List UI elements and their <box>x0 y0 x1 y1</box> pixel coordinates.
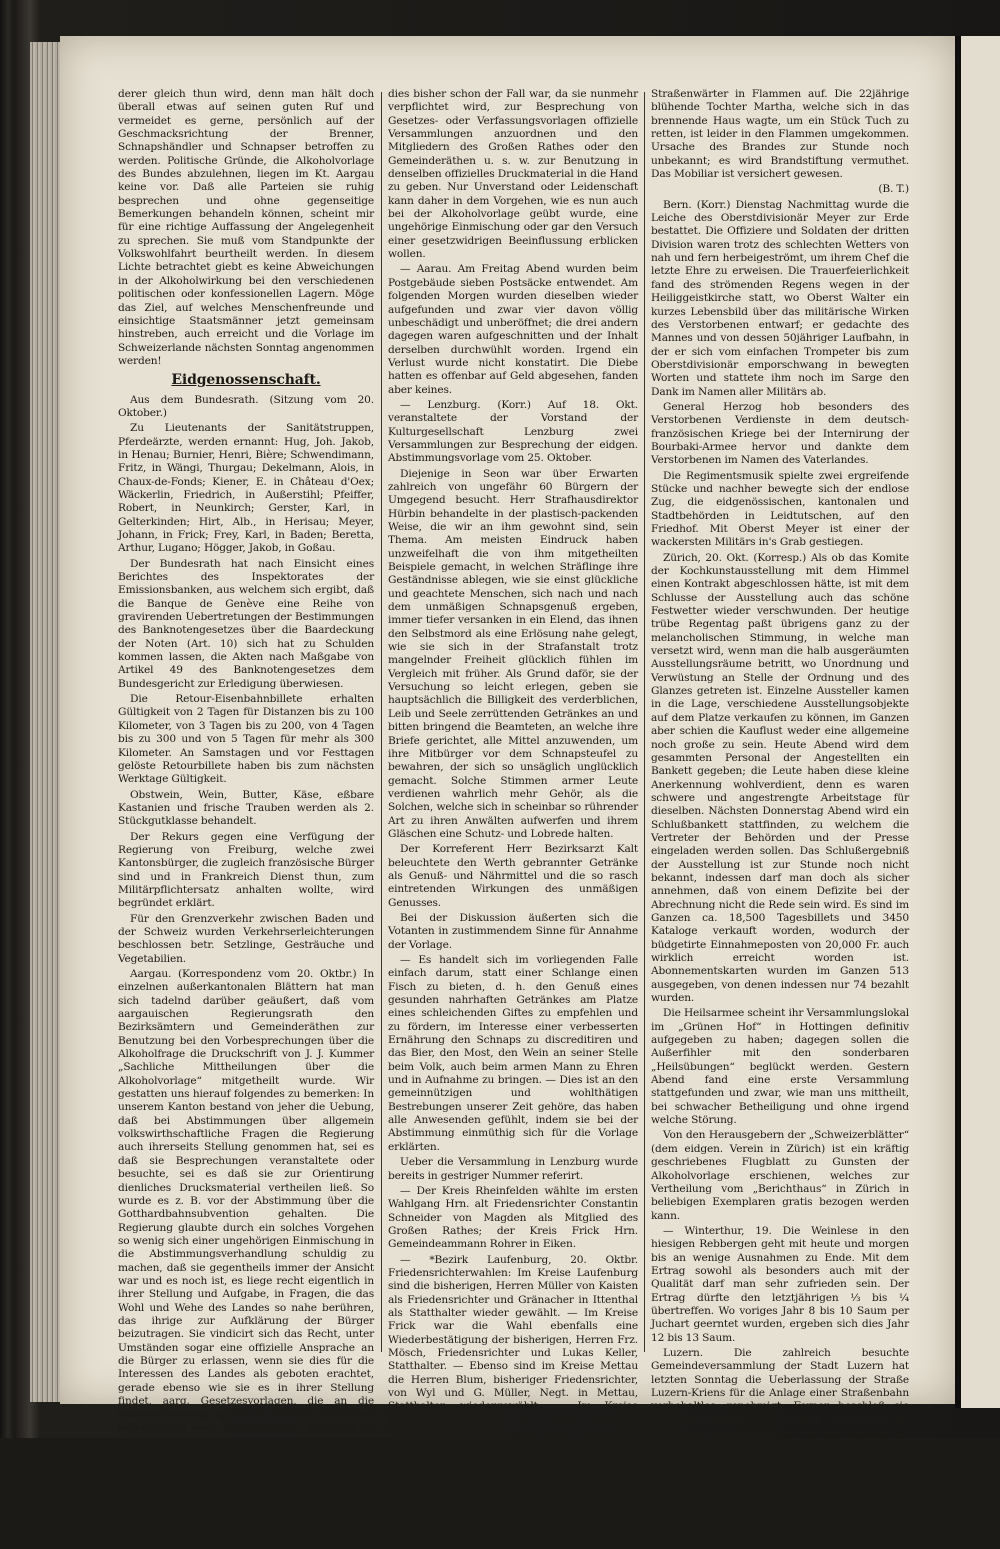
column-divider-2 <box>644 92 645 1352</box>
article-text: General Herzog hob besonders des Verstorbenen Verdienste in dem deutsch-französischen Kriege bei der Internirung der Bourbaki-Armee hervor und dankte dem Verstorbenen im Namen des Vaterlandes. <box>651 400 909 467</box>
article-text: Für den Grenzverkehr zwischen Baden und der Schweiz wurden Verkehrserleichterungen beschlossen betr. Setzlinge, Gesträuche und Vegetabilien. <box>118 912 374 965</box>
article-text: Diese Stellung ist ihr seit Annahme der neuen Verfassung noch viel deutlicher vorgezeichnet, als <box>118 1450 374 1490</box>
article-text: Bern. (Korr.) Dienstag Nachmittag wurde die Leiche des Oberstdivisionär Meyer zur Erde bestattet. Die Offiziere und Soldaten der dritten Division waren trotz des schlechten Wetters von nah und fern herbeigeströmt, um ihrem Chef die letzte Ehre zu erweisen. Die Trauerfeierlichkeit fand des strömenden Regens wegen in der Heiliggeistkirche statt, wo Oberst Walter ein kurzes Lebensbild über das militärische Wirken des Verstorbenen entwarf; er gedachte des Mannes und von dessen 50jähriger Laufbahn, in der er sich vom einfachen Trompeter bis zum Oberstdivisionär emporschwang in bewegten Worten und stattete ihm noch im Sarge den Dank im Namen aller Militärs ab. <box>651 198 909 398</box>
article-dateline: Aus dem Bundesrath. (Sitzung vom 20. Oktober.) <box>118 393 374 419</box>
article-text: Der Bundesrath hat nach Einsicht eines Berichtes des Inspektorates der Emissionsbanken, aus welchem sich ergibt, daß die Banque de Genève eine Reihe von gravirenden Uebertretungen der Bestimmungen des Banknotengesetzes über die Baardeckung der Noten (Art. 10) sich hat zu Schulden kommen lassen, die Akten nach Maßgabe von Artikel 49 des Banknotengesetzes dem Bundesgericht zur Erledigung überwiesen. <box>118 557 374 690</box>
article-text: Diejenige in Seon war über Erwarten zahlreich von ungefähr 60 Bürgern der Umgegend besucht. Herr Strafhausdirektor Hürbin behandelte in der plastisch-packenden Weise, die wir an ihm gewohnt sind, sein Thema. Am meisten Eindruck haben unzweifelhaft die von ihm mitgetheilten Beispiele gemacht, in welchen Sträflinge ihre Geständnisse ablegen, wie sie einst glückliche und geachtete Menschen, sich nach und nach dem unmäßigen Schnapsgenuß ergeben, immer tiefer versanken in ein Elend, das ihnen den Selbstmord als eine Erlösung nahe gelegt, wie sie sich in der Strafanstalt trotz mangelnder Freiheit glücklich fühlen im Vergleich mit früher. Als Grund daför, sie der Versuchung so leicht erlegen, geben sie hauptsächlich die Billigkeit des verderblichen, Leib und Seele zerrüttenden Getränkes an und bitten bringend die Beamteten, an welche ihre Briefe gerichtet, alle Mittel anzuwenden, um ihre Mitbürger vor dem Schnapsteufel zu bewahren, der sich so unsäglich unglücklich gemacht. Solche Stimmen armer Leute verdienen wahrlich mehr Gehör, als die Solchen, welche sich in scheinbar so rührender Art zu ihren Anwälten aufwerfen und ihrem Gläschen eine Schutz- und Lobrede halten. <box>388 467 638 840</box>
article-text: Straßenwärter in Flammen auf. Die 22jährige blühende Tochter Martha, welche sich in das brennende Haus wagte, um ein Stück Tuch zu retten, ist leider in den Flammen umgekommen. Ursache des Brandes zur Stunde noch unbekannt; es wird Brandstiftung vermuthet. Das Mobiliar ist versichert gewesen. <box>651 88 909 181</box>
source-signature: (B. T.) <box>878 183 909 196</box>
article-text: — Spreitenbach, 19. Okt. Heute früh 2½ Uhr ging das Wohnhaus der Familie Lienberger, Goßlis und das des J. Ulrich Lienberger, <box>388 1509 638 1548</box>
article-text: derer gleich thun wird, denn man hält doch überall etwas auf seinen guten Ruf und vermeidet es gerne, persönlich auf der Geschmacksrichtung der Brenner, Schnapshändler und Schnapser betroffen zu werden. Politische Gründe, die Alkoholvorlage des Bundes abzulehnen, liegen im Kt. Aargau keine vor. Daß alle Parteien sie ruhig besprechen und ohne gegenseitige Bemerkungen behandeln können, scheint mir für eine richtige Auffassung der Angelegenheit zu sprechen. Sie muß vom Standpunkte der Volkswohlfahrt beurtheilt werden. In diesem Lichte betrachtet giebt es keine Abweichungen in der Alkoholwirkung bei den verschiedenen politischen oder konfessionellen Lagern. Möge das Ziel, auf welches Menschenfreunde und einsichtige Staatsmänner jetzt gemeinsam hinstreben, auch erreicht und die Vorlage im Schweizerlande nächsten Sonntag angenommen werden! <box>118 88 374 367</box>
article-text: — Der Kreis Rheinfelden wählte im ersten Wahlgang Hrn. alt Friedensrichter Constantin Schneider von Magden als Mitglied des Großen Rathes; der Kreis Frick Hrn. Gemeindeammann Rohrer in Eiken. <box>388 1184 638 1251</box>
column-1 <box>118 88 374 1490</box>
article-text: Der Rekurs gegen eine Verfügung der Regierung von Freiburg, welche zwei Kantonsbürger, die zugleich französische Bürger sind und in Frankreich Dienst thun, zum Militärpflichtersatz anhalten wollte, wird begründet erklärt. <box>118 830 374 910</box>
column-3 <box>651 88 909 1466</box>
next-page-edge <box>955 36 1000 1408</box>
column-divider-1 <box>381 92 382 1352</box>
article-text: — Aarau. Am Freitag Abend wurden beim Postgebäude sieben Postsäcke entwendet. Am folgenden Morgen wurden dieselben wieder aufgefunden und zwar vier davon völlig unbeschädigt und unberöffnet; die drei andern dagegen waren aufgeschnitten und der Inhalt derselben durchwühlt worden. Irgend ein Verlust wurde nicht konstatirt. Die Diebe hatten es offenbar auf Geld abgesehen, fanden aber keines. <box>388 263 638 396</box>
article-text: Zu Lieutenants der Sanitätstruppen, Pferdeärzte, werden ernannt: Hug, Joh. Jakob, in Henau; Burnier, Henri, Bière; Schwendimann, Fritz, in Wängi, Thurgau; Dekelmann, Alois, in Chaux-de-Fonds; Kiener, E. in Château d'Oex; Wäckerlin, Friedrich, in Außerstihl; Pfeiffer, Robert, in Neunkirch; Gerster, Karl, in Gelterkinden; Hirt, Alb., in Herisau; Meyer, Johann, in Frick; Frey, Karl, in Baden; Beretta, Arthur, Lugano; Högger, Jakob, in Goßau. <box>118 422 374 555</box>
column-2 <box>388 88 638 1548</box>
article-text: Bei der Diskussion äußerten sich die Votanten in zustimmendem Sinne für Annahme der Vorlage. <box>388 911 638 951</box>
article-text: Luzern. Die zahlreich besuchte Gemeindeversammlung der Stadt Luzern hat letzten Sonntag die Ueberlassung der Straße Luzern-Kriens für die Anlage einer Straßenbahn vorbehaltlos genehmigt. Ferner beschloß sie nach den Anträgen des Großen Stadtrathes die Abtretung eines Bauplatzes bei dem Stadthof an die Gotthardbahn und den Beitrag an die Korrektion des Renggbaches. <box>651 1346 909 1466</box>
article-text: Ueber die Versammlung in Lenzburg wurde bereits in gestriger Nummer referirt. <box>388 1156 638 1182</box>
article-text: Aargau. (Korrespondenz vom 20. Oktbr.) In einzelnen außerkantonalen Blättern hat man sich tadelnd darüber geäußert, daß vom aargauischen Regierungsrath den Bezirksämtern und Gemeinderäthen zur Benutzung bei den Vorbesprechungen über die Alkoholfrage die Druckschrift von J. J. Kummer „Sachliche Mittheilungen über die Alkoholvorlage“ mitgetheilt wurde. Wir gestatten uns hierauf folgendes zu bemerken: In unserem Kanton bestand von jeher die Uebung, daß bei Abstimmungen über allgemein volkswirthschaftliche Fragen die Regierung auch ihrerseits Stellung genommen hat, sei es daß sie Besprechungen veranstaltete oder besuchte, sei es daß sie zur Orientirung dienliches Drucksmaterial vertheilen ließ. So wurde es z. B. vor der Abstimmung über die Gotthardbahnsubvention gehalten. Die Regierung glaubte durch ein solches Vorgehen so wenig sich einer ungehörigen Einmischung in die Abstimmungsverhandlung schuldig zu machen, daß sie gegentheils immer der Ansicht war und es noch ist, es liege recht eigentlich in ihrer Stellung und Aufgabe, in Fragen, die das Wohl und Wehe des Landes so nahe berühren, das ihrige zur Aufklärung der Bürger beizutragen. Sie vindicirt sich das Recht, unter Umständen sogar eine offizielle Ansprache an die Bürger zu erlassen, wenn sie dies für die Interessen des Landes als geboten erachtet, gerade ebenso wie sie es in ihrer Stellung findet, aarg. Gesetzesvorlagen, die an die Volksabstimmung gebracht werden, mit einer erläuternden oder empfehlenden Botschaft zu begleiten. <box>118 968 374 1448</box>
article-text: — Es handelt sich im vorliegenden Falle einfach darum, statt einer Schlange einen Fisch zu bieten, d. h. den Genuß eines gesunden nahrhaften Getränkes am Platze eines schleichenden Giftes zu empfehlen und zu fördern, im Interesse einer verbesserten Ernährung den Schnaps zu discreditiren und das Bier, den Most, den Wein an seiner Stelle beim Volk, auch beim armen Mann zu Ehren und in Aufnahme zu bringen. — Dies ist an den gemeinnützigen und wohlthätigen Bestrebungen unserer Zeit gehöre, das haben alle Anwesenden gefühlt, indem sie bei der Abstimmung einmüthig sich für die Vorlage erklärten. <box>388 954 638 1153</box>
section-heading: Eidgenossenschaft. <box>171 372 321 389</box>
article-text: Der Korreferent Herr Bezirksarzt Kalt beleuchtete den Werth gebrannter Getränke als Genuß- und Nährmittel und die so rasch eintretenden Wirkungen des unmäßigen Genusses. <box>388 843 638 909</box>
article-text: Obstwein, Wein, Butter, Käse, eßbare Kastanien und frische Trauben werden als 2. Stückgutklasse behandelt. <box>118 788 374 828</box>
article-text: Die Regimentsmusik spielte zwei ergreifende Stücke und nachher bewegte sich der endlose Zug, die eidgenössischen, kantonalen und Stadtbehörden in Leidtutschen, auf den Friedhof. Mit Oberst Meyer ist einer der wackersten Militärs in's Grab gestiegen. <box>651 469 909 549</box>
article-text: Die Heilsarmee scheint ihr Versammlungslokal im „Grünen Hof“ in Hottingen definitiv aufgegeben zu haben; dagegen sollen die Außerfihler mit den sonderbaren „Heilsübungen“ beglückt werden. Gestern Abend fand eine erste Versammlung stattgefunden und zwar, wie man uns mittheilt, bei schwacher Betheiligung und ohne irgend welche Störung. <box>651 1007 909 1127</box>
article-text: — *Bezirk Laufenburg, 20. Oktbr. Friedensrichterwahlen: Im Kreise Laufenburg sind die bisherigen, Herren Müller von Kaisten als Friedensrichter und Gränacher in Ittenthal als Statthalter wieder gewählt. — Im Kreise Frick war die Wahl ebenfalls eine Wiederbestätigung der bisherigen, Herren Frz. Mösch, Friedensrichter und Lukas Keller, Statthalter. — Ebenso sind im Kreise Mettau die Herren Blum, bisheriger Friedensrichter, von Wyl und G. Müller, Negt. in Mettau, Statthalter, wiedergewählt. — Im Kreise Wölflinswyl konnte die Wahl Mangels ungenügender Betheiligung nicht abgehalten werden. Ein zweiter Wahlgang ist auf Sonntag den 25. d. angeordnet. — Im Kreise Frick wurde an Stelle des Hrn. Oberrichter Kalt als Großrathsmitglied gewählt: Hr. Gemeindeammann Rohrer in Eiken. <box>388 1253 638 1506</box>
article-text: Von den Herausgebern der „Schweizerblätter“ (dem eidgen. Verein in Zürich) ist ein kräftig geschriebenes Flugblatt zu Gunsten der Alkoholvorlage erschienen, welches zur Vertheilung vom „Berichthaus“ in Zürich in beliebigen Exemplaren gratis bezogen werden kann. <box>651 1129 909 1222</box>
book-binding-edge <box>30 42 62 1402</box>
article-text: Zürich, 20. Okt. (Korresp.) Als ob das Komite der Kochkunstausstellung mit dem Himmel einen Kontrakt abgeschlossen hätte, ist mit dem Schlusse der Ausstellung auch das schöne Festwetter wieder verschwunden. Der heutige trübe Regentag paßt übrigens ganz zu der melancholischen Stimmung, in welche man versetzt wird, wenn man die halb ausgeräumten Ausstellungsräume betritt, wo Unordnung und Verwüstung an Stelle der Ordnung und des Glanzes getreten ist. Einzelne Aussteller kamen in die Lage, verschiedene Ausstellungsobjekte auf dem Platze verkaufen zu können, im Ganzen aber schien die Kauflust weder eine allgemeine noch große zu sein. Heute Abend wird dem gesammten Personal der Angestellten ein Bankett gegeben; die Leute haben diese kleine Anerkennung wohlverdient, denn es waren schwere und angestrengte Arbeitstage für dieselben. Nächsten Donnerstag Abend wird ein Schlußbankett stattfinden, zu welchem die Vertreter der Behörden und der Presse eingeladen werden sollen. Das Schlußergebniß der Ausstellung ist zur Stunde noch nicht bekannt, indessen darf man doch als sicher annehmen, daß von einem Defizite bei der Abrechnung nicht die Rede sein wird. Es sind im Ganzen ca. 18,500 Tagesbillets und 3450 Kataloge verkauft worden, wodurch der büdgetirte Einnahmeposten von 20,000 Fr. auch wirklich erreicht worden ist. Abonnementskarten wurden im Ganzen 513 ausgegeben, von denen indessen nur 74 bezahlt wurden. <box>651 551 909 1005</box>
article-text: — Lenzburg. (Korr.) Auf 18. Okt. veranstaltete der Vorstand der Kulturgesellschaft Lenzburg zwei Versammlungen zur Besprechung der eidgen. Abstimmungsvorlage vom 25. Oktober. <box>388 398 638 465</box>
article-text: Die Retour-Eisenbahnbillete erhalten Gültigkeit von 2 Tagen für Distanzen bis zu 100 Kilometer, von 3 Tagen bis zu 200, von 4 Tagen bis zu 300 und von 5 Tagen für mehr als 300 Kilometer. An Samstagen und vor Festtagen gelöste Retourbillete haben bis zum nächsten Werktage Gültigkeit. <box>118 693 374 786</box>
article-text: dies bisher schon der Fall war, da sie nunmehr verpflichtet wird, zur Besprechung von Gesetzes- oder Verfassungsvorlagen offizielle Versammlungen anzuordnen und den Mitgliedern des Großen Rathes oder den Gemeinderäthen u. s. w. zur Benutzung in denselben offizielles Druckmaterial in die Hand zu geben. Nur Unverstand oder Leidenschaft kann daher in dem Vorgehen, wie es nun auch bei der Alkoholvorlage geübt wurde, eine ungehörige Einmischung oder gar den Versuch einer gesetzwidrigen Beeinflussung erblicken wollen. <box>388 88 638 261</box>
article-text: — Winterthur, 19. Die Weinlese in den hiesigen Rebbergen geht mit heute und morgen bis an wenige Ausnahmen zu Ende. Mit dem Ertrag sowohl als besonders auch mit der Qualität darf man sehr zufrieden sein. Der Ertrag dürfte den letztjährigen ⅓ bis ¼ übertreffen. Wo voriges Jahr 8 bis 10 Saum per Juchart geerntet wurden, ergeben sich dies Jahr 12 bis 13 Saum. <box>651 1224 909 1344</box>
